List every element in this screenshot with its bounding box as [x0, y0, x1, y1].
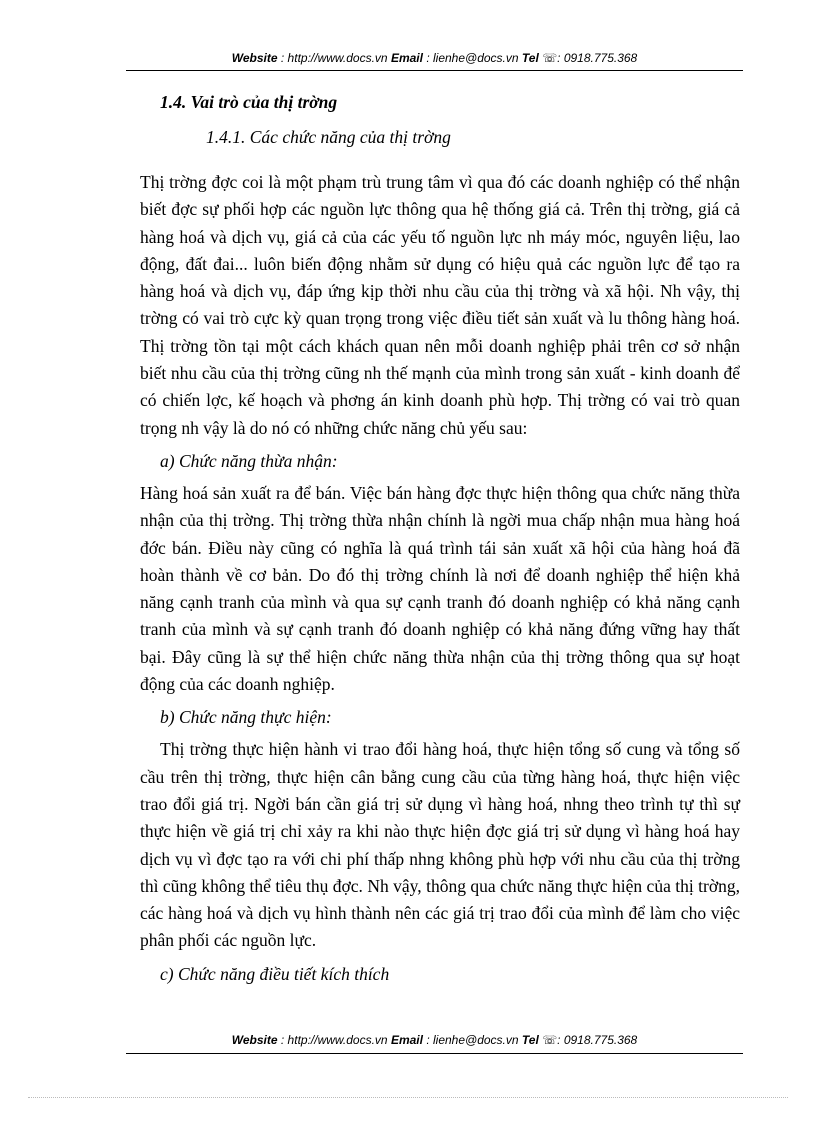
document-body	[140, 85, 740, 993]
paragraph-a: Hàng hoá sản xuất ra để bán. Việc bán hàng đợc thực hiện thông qua chức năng thừa nhận của thị trờng. Thị trờng thừa nhận chính là ngời mua chấp nhận mua hàng hoá đớc bán. Điều này cũng có nghĩa là quá trình tái sản xuất xã hội của hàng hoá đã hoàn thành về cơ bản. Do đó thị trờng chính là nơi để doanh nghiệp thể hiện khả năng cạnh tranh của mình và qua sự cạnh tranh đó doanh nghiệp có khả năng cạnh tranh của mình và sự cạnh tranh đó doanh nghiệp có khả năng đứng vững hay thất bại. Đây cũng là sự thể hiện chức năng thừa nhận của thị trờng thông qua sự hoạt động của các doanh nghiệp.	[140, 482, 740, 695]
paragraph-b: Thị trờng thực hiện hành vi trao đổi hàng hoá, thực hiện tổng số cung và tổng số cầu trên thị trờng, thực hiện cân bằng cung cầu của từng hàng hoá, thực hiện việc trao đổi giá trị. Ngời bán cần giá trị sử dụng vì hàng hoá, nhng theo trình tự thì sự thực hiện về giá trị chỉ xảy ra khi nào thực hiện đợc giá trị sử dụng vì hàng hoá hay dịch vụ vì đợc tạo ra với chi phí thấp nhng không phù hợp với nhu cầu của thị trờng thì cũng không thể tiêu thụ đợc. Nh vậy, thông qua chức năng thực hiện của thị trờng, các hàng hoá và dịch vụ hình thành nên các giá trị trao đổi của mình để làm cho việc phân phối các nguồn lực.	[140, 739, 740, 951]
footer-website-link[interactable]: : http://www.docs.vn	[280, 1033, 388, 1047]
intro-paragraph: Thị trờng đợc coi là một phạm trù trung tâm vì qua đó các doanh nghiệp có thể nhận biết đợc sự phối hợp các nguồn lực thông qua hệ thống giá cả. Trên thị trờng, giá cả hàng hoá và dịch vụ, giá cả của các yếu tố nguồn lực nh máy móc, nguyên liệu, lao động, đất đai... luôn biến động nhằm sử dụng có hiệu quả các nguồn lực để tạo ra hàng hoá và dịch vụ, đáp ứng kịp thời nhu cầu của thị trờng và xã hội. Nh vậy, thị trờng có vai trò cực kỳ quan trọng trong việc điều tiết sản xuất và lu thông hàng hoá. Thị trờng tồn tại một cách khách quan nên mỗi doanh nghiệp phải trên cơ sở nhận biết nhu cầu của thị trờng cũng nh thế mạnh của mình trong sản xuất - kinh doanh để có chiến lợc, kế hoạch và phơng án kinh doanh phù hợp. Thị trờng có vai trò quan trọng nh vậy là do nó có những chức năng chủ yếu sau:	[140, 172, 740, 438]
footer-email-label: Email	[390, 1033, 423, 1047]
header-website-link[interactable]: : http://www.docs.vn	[280, 51, 388, 65]
footer-tel-value: : 0918.775.368	[557, 1033, 638, 1047]
heading-c: c) Chức năng điều tiết kích thích	[160, 963, 390, 984]
phone-icon: ☏	[542, 1033, 558, 1047]
section-title: 1.4. Vai trò của thị trờng	[160, 92, 338, 112]
footer-rule	[126, 1053, 743, 1054]
page-header	[126, 51, 743, 65]
footer-email-link[interactable]: : lienhe@docs.vn	[426, 1033, 519, 1047]
header-rule	[126, 70, 743, 71]
page-footer	[126, 1033, 743, 1047]
header-website-label: Website	[231, 51, 278, 65]
header-email-label: Email	[390, 51, 423, 65]
heading-b: b) Chức năng thực hiện:	[160, 707, 332, 728]
footer-tel-label: Tel	[521, 1033, 539, 1047]
subsection-title: 1.4.1. Các chức năng của thị trờng	[206, 127, 451, 147]
heading-a: a) Chức năng thừa nhận:	[160, 450, 338, 471]
footer-website-label: Website	[231, 1033, 278, 1047]
header-tel-value: : 0918.775.368	[557, 51, 638, 65]
header-tel-label: Tel	[521, 51, 539, 65]
phone-icon: ☏	[542, 51, 558, 65]
page-break-divider	[28, 1097, 788, 1098]
header-email-link[interactable]: : lienhe@docs.vn	[426, 51, 519, 65]
